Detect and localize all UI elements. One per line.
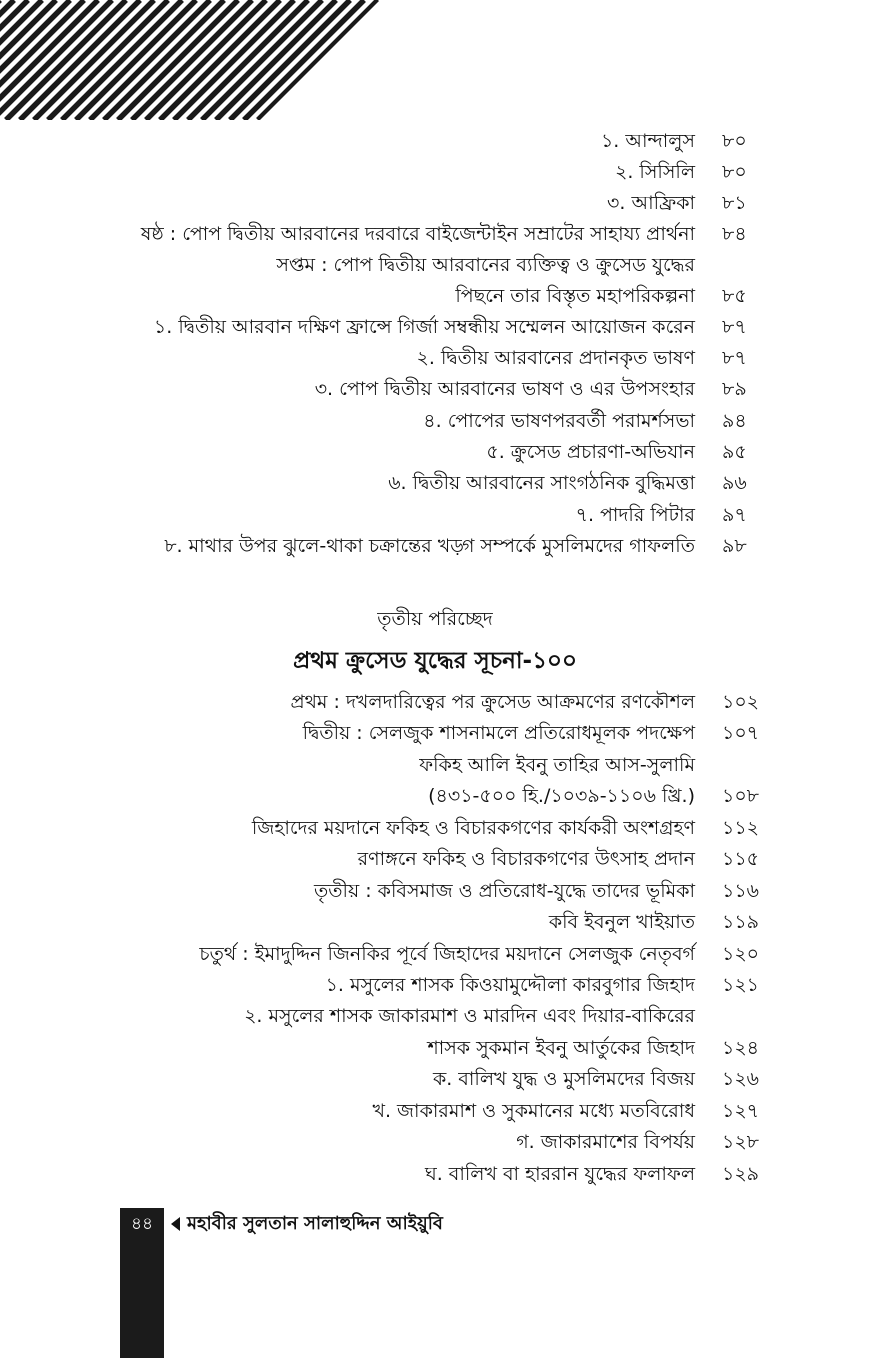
toc-entry-text: ৬. দ্বিতীয় আরবানের সাংগঠনিক বুদ্ধিমত্তা bbox=[388, 472, 695, 494]
toc-entry-text: জিহাদের ময়দানে ফকিহ ও বিচারকগণের কার্যকরী অংশগ্রহণ bbox=[251, 817, 695, 839]
toc-entry-text: সপ্তম : পোপ দ্বিতীয় আরবানের ব্যক্তিত্ব ও ক্রুসেড যুদ্ধের bbox=[276, 254, 695, 276]
toc-row bbox=[0, 468, 870, 498]
toc-entry-text: ১. দ্বিতীয় আরবান দক্ষিণ ফ্রান্সে গির্জা সম্বন্ধীয় সম্মেলন আয়োজন করেন bbox=[153, 316, 695, 338]
toc-page-number: ৮১ bbox=[722, 192, 747, 214]
toc-entry-text: ২. দ্বিতীয় আরবানের প্রদানকৃত ভাষণ bbox=[416, 347, 695, 369]
toc-row bbox=[0, 157, 870, 187]
toc-entry-text: খ. জাকারমাশ ও সুকমানের মধ্যে মতবিরোধ bbox=[372, 1100, 695, 1122]
toc-row bbox=[0, 343, 870, 373]
toc-row bbox=[0, 406, 870, 436]
toc-page-number: ৯৪ bbox=[722, 410, 747, 432]
toc-row bbox=[0, 1127, 870, 1157]
toc-entry-text: ষষ্ঠ : পোপ দ্বিতীয় আরবানের দরবারে বাইজেন্টাইন সম্রাটের সাহায্য প্রার্থনা bbox=[140, 223, 695, 245]
toc-page-number: ১২৮ bbox=[722, 1131, 760, 1153]
toc-entry-text: তৃতীয় : কবিসমাজ ও প্রতিরোধ-যুদ্ধে তাদের ভূমিকা bbox=[314, 880, 695, 902]
toc-row bbox=[0, 970, 870, 1000]
toc-row bbox=[0, 907, 870, 937]
toc-page-number: ৯৫ bbox=[722, 441, 747, 463]
toc-entry-text: ক. বালিখ যুদ্ধ ও মুসলিমদের বিজয় bbox=[432, 1068, 695, 1090]
toc-entry-text: ঘ. বালিখ বা হাররান যুদ্ধের ফলাফল bbox=[424, 1163, 695, 1185]
toc-entry-text: ২. সিসিলি bbox=[615, 161, 695, 183]
toc-page-number: ১২৯ bbox=[722, 1163, 760, 1185]
toc-entry-text: গ. জাকারমাশের বিপর্যয় bbox=[516, 1131, 695, 1153]
chapter-label: তৃতীয় পরিচ্ছেদ bbox=[377, 608, 493, 630]
toc-entry-text: ৩. আফ্রিকা bbox=[607, 192, 695, 214]
toc-entry-text: (৪৩১-৫০০ হি./১০৩৯-১১০৬ খ্রি.) bbox=[428, 785, 695, 807]
toc-row bbox=[0, 250, 870, 280]
toc-page-number: ১১৬ bbox=[722, 880, 760, 902]
toc-page-number: ১১৯ bbox=[722, 911, 759, 933]
toc-page-number: ১১২ bbox=[722, 817, 760, 839]
toc-entry-text: ১. মসুলের শাসক কিওয়ামুদ্দৌলা কারবুগার জিহাদ bbox=[325, 974, 695, 996]
toc-entry-text: কবি ইবনুল খাইয়াত bbox=[548, 911, 695, 933]
toc-row bbox=[0, 1064, 870, 1094]
toc-entry-text: শাসক সুকমান ইবনু আর্তুকের জিহাদ bbox=[427, 1037, 695, 1059]
footer-book-title: মহাবীর সুলতান সালাহুদ্দিন আইয়ুবি bbox=[187, 1213, 443, 1234]
toc-row bbox=[0, 750, 870, 780]
toc-entry-text: প্রথম : দখলদারিত্বের পর ক্রুসেড আক্রমণের রণকৌশল bbox=[290, 691, 695, 713]
toc-page-number: ১২৪ bbox=[722, 1037, 760, 1059]
chapter-heading: প্রথম ক্রুসেড যুদ্ধের সূচনা-১০০ bbox=[293, 648, 577, 674]
toc-row bbox=[0, 1159, 870, 1189]
toc-row bbox=[0, 813, 870, 843]
toc-entry-text: ১. আন্দালুস bbox=[600, 130, 695, 152]
toc-row bbox=[0, 876, 870, 906]
toc-page-number: ৮৫ bbox=[722, 285, 747, 307]
toc-row bbox=[0, 844, 870, 874]
toc-entry-text: রণাঙ্গনে ফকিহ ও বিচারকগণের উৎসাহ প্রদান bbox=[357, 848, 695, 870]
toc-page-number: ১২০ bbox=[722, 943, 760, 965]
toc-entry-text: ৭. পাদরি পিটার bbox=[575, 504, 695, 526]
toc-row bbox=[0, 1001, 870, 1031]
triangle-left-icon bbox=[171, 1217, 180, 1231]
toc-page-number: ৮৯ bbox=[722, 378, 747, 400]
toc-page-number: ১১৫ bbox=[722, 848, 759, 870]
toc-page-number: ৯৭ bbox=[722, 504, 747, 526]
toc-entry-text: পিছনে তার বিস্তৃত মহাপরিকল্পনা bbox=[455, 285, 695, 307]
diagonal-stripes-decoration bbox=[0, 0, 380, 120]
toc-row bbox=[0, 718, 870, 748]
toc-page-number: ৮৭ bbox=[722, 347, 747, 369]
toc-row bbox=[0, 312, 870, 342]
toc-row bbox=[0, 219, 870, 249]
toc-entry-text: চতুর্থ : ইমাদুদ্দিন জিনকির পূর্বে জিহাদের ময়দানে সেলজুক নেতৃবর্গ bbox=[199, 943, 695, 965]
toc-page-number: ৮৭ bbox=[722, 316, 747, 338]
toc-page-number: ৮০ bbox=[722, 161, 747, 183]
toc-entry-text: ফকিহ আলি ইবনু তাহির আস-সুলামি bbox=[419, 754, 695, 776]
toc-page-number: ১০৭ bbox=[722, 722, 760, 744]
toc-entry-text: ৪. পোপের ভাষণপরবর্তী পরামর্শসভা bbox=[423, 410, 695, 432]
toc-entry-text: ৫. ক্রুসেড প্রচারণা-অভিযান bbox=[486, 441, 695, 463]
toc-row bbox=[0, 687, 870, 717]
toc-row bbox=[0, 188, 870, 218]
toc-row bbox=[0, 781, 870, 811]
toc-page-number: ১২১ bbox=[722, 974, 760, 996]
toc-page-number: ৮০ bbox=[722, 130, 747, 152]
toc-row bbox=[0, 126, 870, 156]
toc-page-number: ৮৪ bbox=[722, 223, 747, 245]
toc-entry-text: দ্বিতীয় : সেলজুক শাসনামলে প্রতিরোধমূলক পদক্ষেপ bbox=[302, 722, 695, 744]
toc-row bbox=[0, 1033, 870, 1063]
footer-page-number: ৪৪ bbox=[130, 1214, 154, 1234]
toc-row bbox=[0, 374, 870, 404]
toc-row bbox=[0, 437, 870, 467]
toc-entry-text: ২. মসুলের শাসক জাকারমাশ ও মারদিন এবং দিয়ার-বাকিরের bbox=[244, 1005, 695, 1027]
toc-row bbox=[0, 500, 870, 530]
toc-page-number: ৯৮ bbox=[722, 535, 747, 557]
toc-page-number: ১০৮ bbox=[722, 785, 760, 807]
toc-entry-text: ৩. পোপ দ্বিতীয় আরবানের ভাষণ ও এর উপসংহার bbox=[314, 378, 695, 400]
toc-row bbox=[0, 281, 870, 311]
toc-page-number: ১২৬ bbox=[722, 1068, 760, 1090]
toc-row bbox=[0, 531, 870, 561]
toc-row bbox=[0, 1096, 870, 1126]
toc-page-number: ১০২ bbox=[722, 691, 760, 713]
toc-page-number: ১২৭ bbox=[722, 1100, 760, 1122]
toc-row bbox=[0, 939, 870, 969]
toc-page-number: ৯৬ bbox=[722, 472, 747, 494]
toc-entry-text: ৮. মাথার উপর ঝুলে-থাকা চক্রান্তের খড়্গ সম্পর্কে মুসলিমদের গাফলতি bbox=[164, 535, 695, 557]
